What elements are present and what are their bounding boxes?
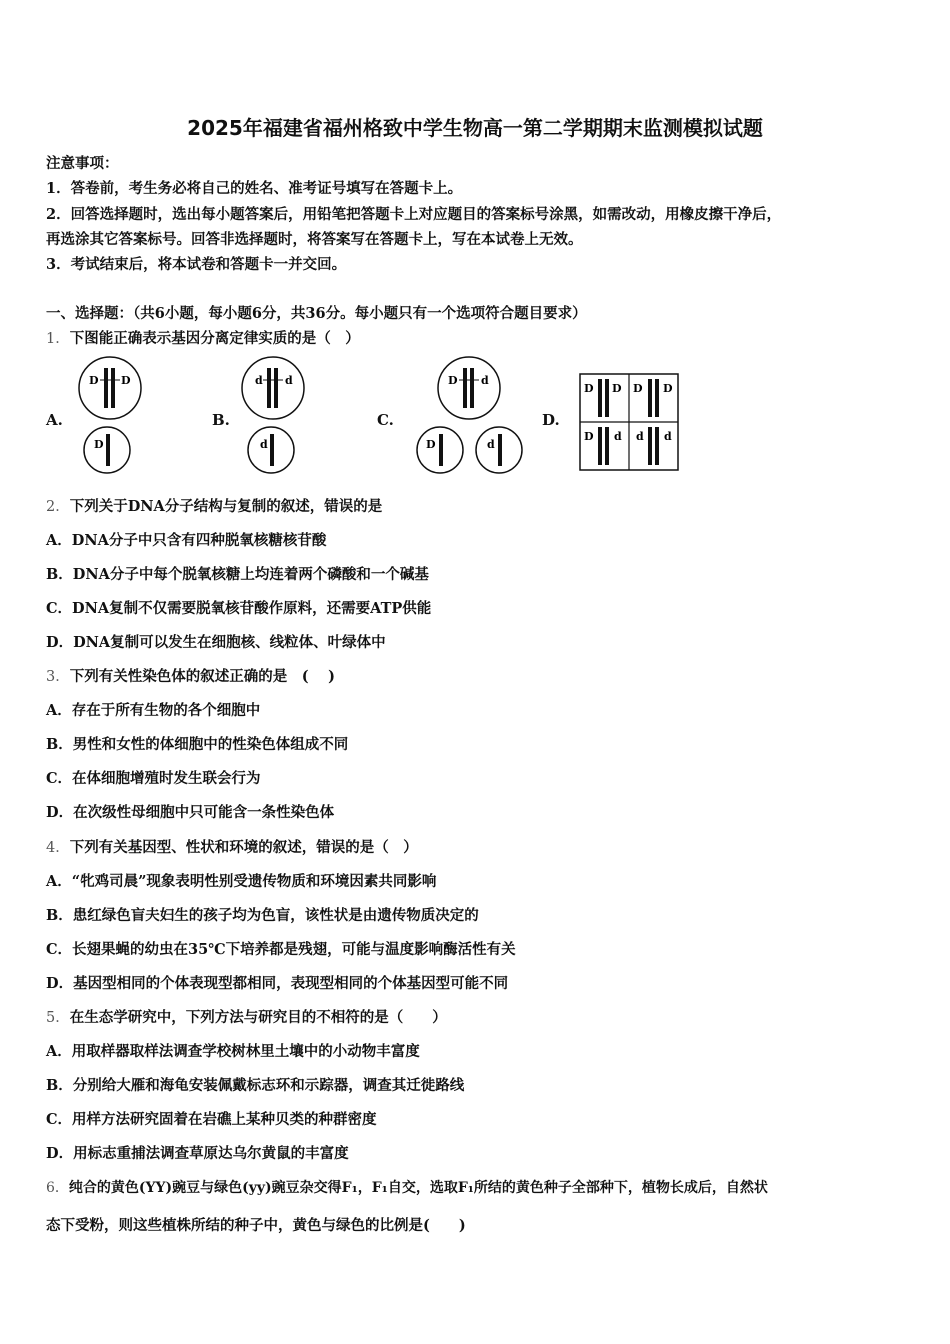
- option-d: D．基因型相同的个体表现型都相同，表现型相同的个体基因型可能不同: [46, 975, 509, 992]
- question-6: [46, 1177, 768, 1197]
- question-number: 5．: [46, 1010, 70, 1026]
- gene-label: D: [94, 438, 104, 451]
- option-c: C．在体细胞增殖时发生联会行为: [46, 770, 261, 787]
- gene-label: D: [584, 430, 594, 443]
- figure-q1: [0, 0, 950, 490]
- notice-item: 2．回答选择题时，选出每小题答案后，用铅笔把答题卡上对应题目的答案标号涂黑，如需改动，用橡皮擦干净后，: [46, 206, 782, 223]
- option-c: C．长翅果蝇的幼虫在35℃下培养都是残翅，可能与温度影响酶活性有关: [46, 941, 516, 958]
- section-heading: 一、选择题：（共6小题，每小题6分，共36分。每小题只有一个选项符合题目要求）: [46, 305, 587, 322]
- gene-label: d: [260, 438, 268, 451]
- question-stem: 下列有关性染色体的叙述正确的是 ( ): [69, 668, 336, 685]
- option-label-d: D.: [542, 411, 560, 429]
- question-stem: 在生态学研究中，下列方法与研究目的不相符的是（ ）: [69, 1009, 447, 1026]
- option-label-c: C.: [377, 411, 394, 429]
- figure-c: [417, 357, 522, 473]
- question-number: 3．: [46, 669, 70, 685]
- gene-label: D: [612, 382, 622, 395]
- question-stem-line2: 态下受粉，则这些植株所结的种子中，黄色与绿色的比例是( ): [46, 1217, 466, 1234]
- question-stem: 下列关于DNA分子结构与复制的叙述，错误的是: [69, 498, 383, 515]
- question-stem-line1: 纯合的黄色(YY)豌豆与绿色(yy)豌豆杂交得F₁，F₁自交，选取F₁所结的黄色种子全部种下，植物长成后，自然状: [68, 1180, 768, 1196]
- question-number: 6．: [46, 1180, 69, 1196]
- gene-label: D: [121, 374, 131, 387]
- gene-label: D: [633, 382, 643, 395]
- gene-label: d: [285, 374, 293, 387]
- notice-item: 3．考试结束后，将本试卷和答题卡一并交回。: [46, 256, 347, 273]
- option-label-a: A.: [46, 411, 63, 429]
- option-c: C．DNA复制不仅需要脱氧核苷酸作原料，还需要ATP供能: [46, 600, 432, 617]
- gene-label: d: [614, 430, 622, 443]
- notice-item: 1．答卷前，考生务必将自己的姓名、准考证号填写在答题卡上。: [46, 180, 463, 197]
- gene-label: d: [487, 438, 495, 451]
- question-4: [46, 836, 418, 857]
- question-3: [46, 665, 335, 686]
- gene-label: d: [636, 430, 644, 443]
- question-2: [46, 495, 382, 516]
- option-b: B．DNA分子中每个脱氧核糖上均连着两个磷酸和一个碱基: [46, 566, 429, 583]
- figure-a: [79, 357, 141, 473]
- gene-label: d: [255, 374, 263, 387]
- figure-d: [580, 374, 678, 470]
- option-d: D．在次级性母细胞中只可能含一条性染色体: [46, 804, 335, 821]
- option-label-b: B.: [212, 411, 230, 429]
- gene-label: d: [481, 374, 489, 387]
- option-c: C．用样方法研究固着在岩礁上某种贝类的种群密度: [46, 1111, 377, 1128]
- option-a: A．“牝鸡司晨”现象表明性别受遗传物质和环境因素共同影响: [46, 873, 437, 890]
- gene-label: D: [448, 374, 458, 387]
- exam-title: 2025年福建省福州格致中学生物高一第二学期期末监测模拟试题: [187, 116, 763, 140]
- question-stem: 下列有关基因型、性状和环境的叙述，错误的是（ ）: [69, 839, 418, 856]
- gene-label: d: [664, 430, 672, 443]
- notice-heading: 注意事项：: [46, 155, 119, 172]
- question-stem: 下图能正确表示基因分离定律实质的是（ ）: [69, 330, 360, 347]
- option-d: D．用标志重捕法调查草原达乌尔黄鼠的丰富度: [46, 1145, 349, 1162]
- gene-label: D: [89, 374, 99, 387]
- option-b: B．分别给大雁和海龟安装佩戴标志环和示踪器，调查其迁徙路线: [46, 1077, 465, 1094]
- option-d: D．DNA复制可以发生在细胞核、线粒体、叶绿体中: [46, 634, 386, 651]
- option-b: B．患红绿色盲夫妇生的孩子均为色盲，该性状是由遗传物质决定的: [46, 907, 479, 924]
- option-a: A．用取样器取样法调查学校树林里土壤中的小动物丰富度: [46, 1043, 420, 1060]
- option-a: A．DNA分子中只含有四种脱氧核糖核苷酸: [46, 532, 327, 549]
- figure-b: [242, 357, 304, 473]
- gene-label: D: [663, 382, 673, 395]
- notice-item: 再选涂其它答案标号。回答非选择题时，将答案写在答题卡上，写在本试卷上无效。: [46, 231, 583, 248]
- question-5: [46, 1006, 447, 1027]
- question-number: 4．: [46, 840, 70, 856]
- gene-label: D: [584, 382, 594, 395]
- option-a: A．存在于所有生物的各个细胞中: [46, 702, 261, 719]
- gene-label: D: [426, 438, 436, 451]
- option-b: B．男性和女性的体细胞中的性染色体组成不同: [46, 736, 349, 753]
- question-number: 2．: [46, 499, 70, 515]
- question-number: 1．: [46, 331, 70, 347]
